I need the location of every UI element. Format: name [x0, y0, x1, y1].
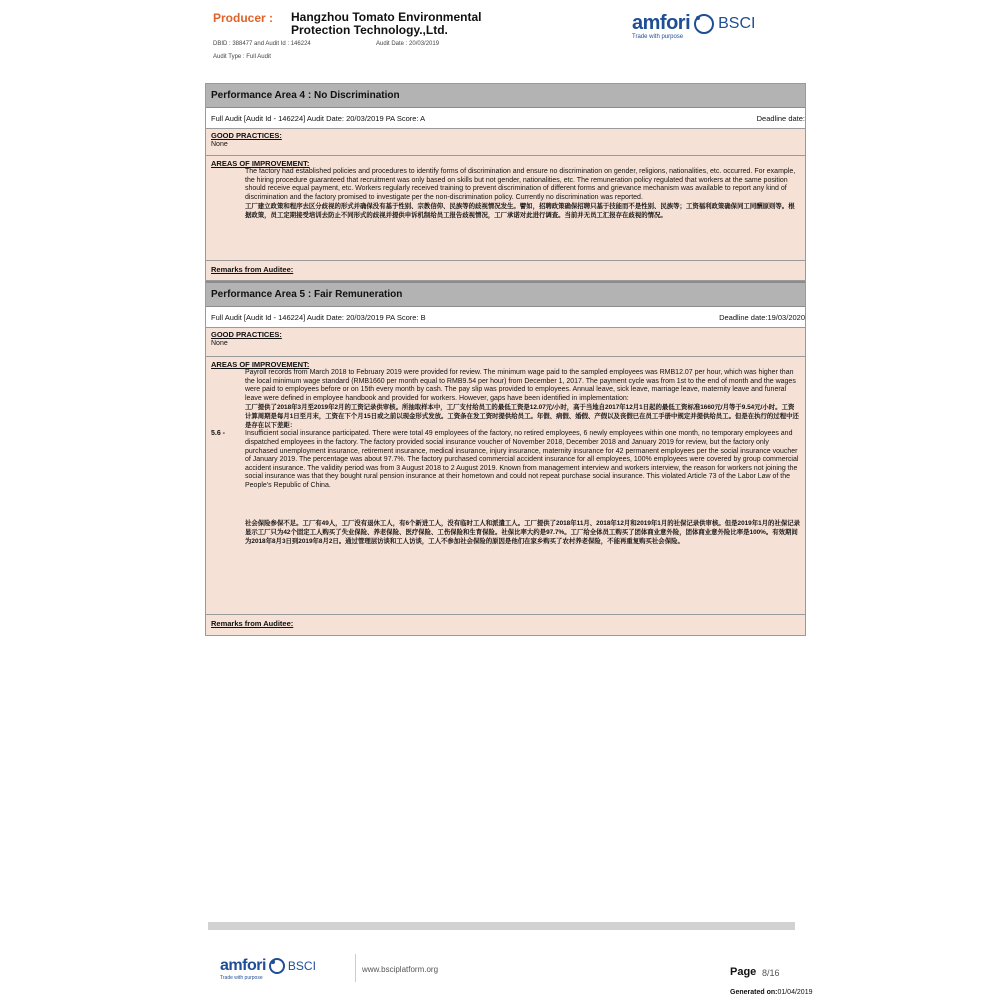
good-practices-value: None	[211, 141, 228, 148]
good-practices-block	[206, 328, 805, 357]
audit-info-row	[206, 307, 805, 328]
footer-divider	[355, 954, 356, 982]
areas-of-improvement-block	[206, 156, 805, 261]
improvement-text-en: Payroll records from March 2018 to February 2019 were provided for review. The minimum wage paid to the sampled employees was RMB12.07 per hour, which was higher than the local minimum wage standard (RMB1660 per month equal to RMB9.54 per hour) from December 1, 2017. The payment cycle was from 1st to the end of month and the wages were paid to employees before or on 15th every month by cash. The pay slip was provided to employees. Annual leave, sick leave, marriage leave, maternity leave and funeral leave were defined in employee handbook and provided for workers. However, gaps have been identified in implementation:	[245, 369, 796, 402]
logo-bsci: BSCI	[287, 959, 316, 973]
audit-date: Audit Date : 20/03/2019	[376, 41, 440, 47]
audit-info: Full Audit [Audit Id - 146224] Audit Date: 20/03/2019 PA Score: B	[211, 312, 426, 322]
generated-on	[730, 989, 813, 996]
remarks-label: Remarks from Auditee:	[211, 265, 294, 274]
finding-text-en: Insufficient social insurance participated. There were total 49 employees of the factory, no retired employees, 6 newly employees within one month, no temporary employees and dispatched employees in the factory. The factory provided social insurance voucher of November 2018, December 2018 and January 2019 for review, but the factory only purchased unemployment insurance, retirement insurance, medical insurance, injury insurance, maternity insurance for 42 permanent employees per the social insurance voucher of January 2019. The percentage was about 97.7%. The factory purchased commercial accident insurance for all employees, 100% employees were covered by group commercial accident insurance. The validity period was from 3 August 2018 to 2 August 2019. Known from management interview and workers interview, the reason for workers not joining the social insurance was that they bought rural pension insurance at their hometown and could not repeat purchase social insurance. This violated Article 73 of the Labor Law of the People's Republic of China.	[245, 430, 799, 489]
producer-name: Hangzhou Tomato Environmental Protection Technology.,Ltd.	[291, 10, 482, 37]
footer-website-link[interactable]: www.bsciplatform.org	[362, 965, 439, 974]
logo-bsci: BSCI	[718, 14, 756, 32]
remarks-block	[206, 615, 805, 635]
remarks-label: Remarks from Auditee:	[211, 619, 294, 628]
audit-info-row	[206, 108, 805, 129]
finding-text-zh: 社会保险参保不足。工厂有49人，工厂没有退休工人，有6个新进工人，没有临时工人和派遣工人。工厂提供了2018年11月、2018年12月和2019年1月的社保记录供审核。但是2019年1月的社保记录显示工厂只为42个固定工人购买了失业保险、养老保险、医疗保险、工伤保险和生育保险。社保比率大约是97.7%。工厂给全体员工购买了团体商业意外险，团体商业意外险比率是100%。有效期间为2018年8月3日到2019年8月2日。通过管理层访谈和工人访谈，工人不参加社会保险的原因是他们在家乡购买了农村养老保险，不能再重复购买社会保险。	[245, 519, 801, 545]
audit-type: Audit Type : Full Audit	[213, 54, 271, 60]
amfori-bsci-logo	[632, 12, 755, 40]
amfori-mark-icon	[694, 14, 714, 34]
good-practices-label: GOOD PRACTICES:	[211, 330, 282, 339]
improvement-text-zh: 工厂建立政策和程序去区分歧视的形式并确保没有基于性别、宗教信仰、民族等的歧视情况发生。譬如，招聘政策确保招聘只基于技能而不是性别、民族等；工资福利政策确保同工同酬原则等。根据政策，员工定期接受培训去防止不同形式的歧视并提供申诉机制给员工报告歧视情况，工厂承诺对此进行调查。当前并无员工汇报存在歧视的情况。	[245, 203, 795, 220]
improvement-label: AREAS OF IMPROVEMENT:	[211, 360, 310, 369]
deadline-date: Deadline date:19/03/2020	[719, 312, 805, 322]
logo-word: amfori	[220, 957, 266, 974]
section-title: Performance Area 4 : No Discrimination	[206, 84, 805, 108]
section-title: Performance Area 5 : Fair Remuneration	[206, 281, 805, 307]
finding-number: 5.6 -	[211, 430, 226, 438]
areas-of-improvement-block	[206, 357, 805, 615]
improvement-text-en: The factory had established policies and procedures to identify forms of discrimination and ensure no discrimination on gender, religions, nationalities, etc. occurred. For example, the hiring procedure guaranteed that recruitment was only based on skills but not gender, nationalities, etc. The remuneration policy regulated that workers at the same position should receive equal payment, etc. Workers regularly received training to prevent discrimination of different forms and grievance mechanism was available to report any kind of discrimination and the factory promised to investigate per the non-discrimination policy. Currently no discrimination was reported.	[245, 168, 796, 201]
amfori-mark-icon	[269, 958, 285, 974]
producer-label: Producer :	[213, 11, 274, 25]
audit-info: Full Audit [Audit Id - 146224] Audit Date: 20/03/2019 PA Score: A	[211, 113, 426, 123]
improvement-text-zh: 工厂提供了2018年3月至2019年2月的工资记录供审核。所抽取样本中，工厂支付给员工的最低工资是12.07元/小时，高于当地自2017年12月1日起的最低工资标准1660元/月等于9.54元/小时。工资计算周期是每月1日至月末，工资在下个月15日或之前以现金形式发放。工资条在发工资时提供给员工。年假、病假、婚假、产假以及丧假已在员工手册中规定并提供给员工。但是在执行的过程中还是存在以下差距：	[245, 404, 799, 430]
generated-date: 01/04/2019	[777, 989, 813, 996]
good-practices-value: None	[211, 340, 228, 347]
remarks-block	[206, 261, 805, 281]
deadline-date: Deadline date:	[756, 113, 805, 123]
page-number: 8/16	[762, 968, 780, 978]
generated-label: Generated on:	[730, 989, 778, 996]
finding-item	[211, 430, 800, 490]
page-label: Page	[730, 966, 757, 978]
good-practices-label: GOOD PRACTICES:	[211, 131, 282, 140]
footer-bar	[208, 922, 795, 930]
good-practices-block	[206, 129, 805, 156]
logo-word: amfori	[632, 12, 691, 34]
logo-tagline: Trade with purpose	[632, 34, 684, 40]
logo-tagline: Trade with purpose	[220, 975, 263, 981]
performance-table	[205, 83, 806, 636]
improvement-label: AREAS OF IMPROVEMENT:	[211, 159, 310, 168]
footer-logo	[220, 957, 316, 981]
dbid-line: DBID : 388477 and Audit Id : 146224	[213, 41, 311, 47]
